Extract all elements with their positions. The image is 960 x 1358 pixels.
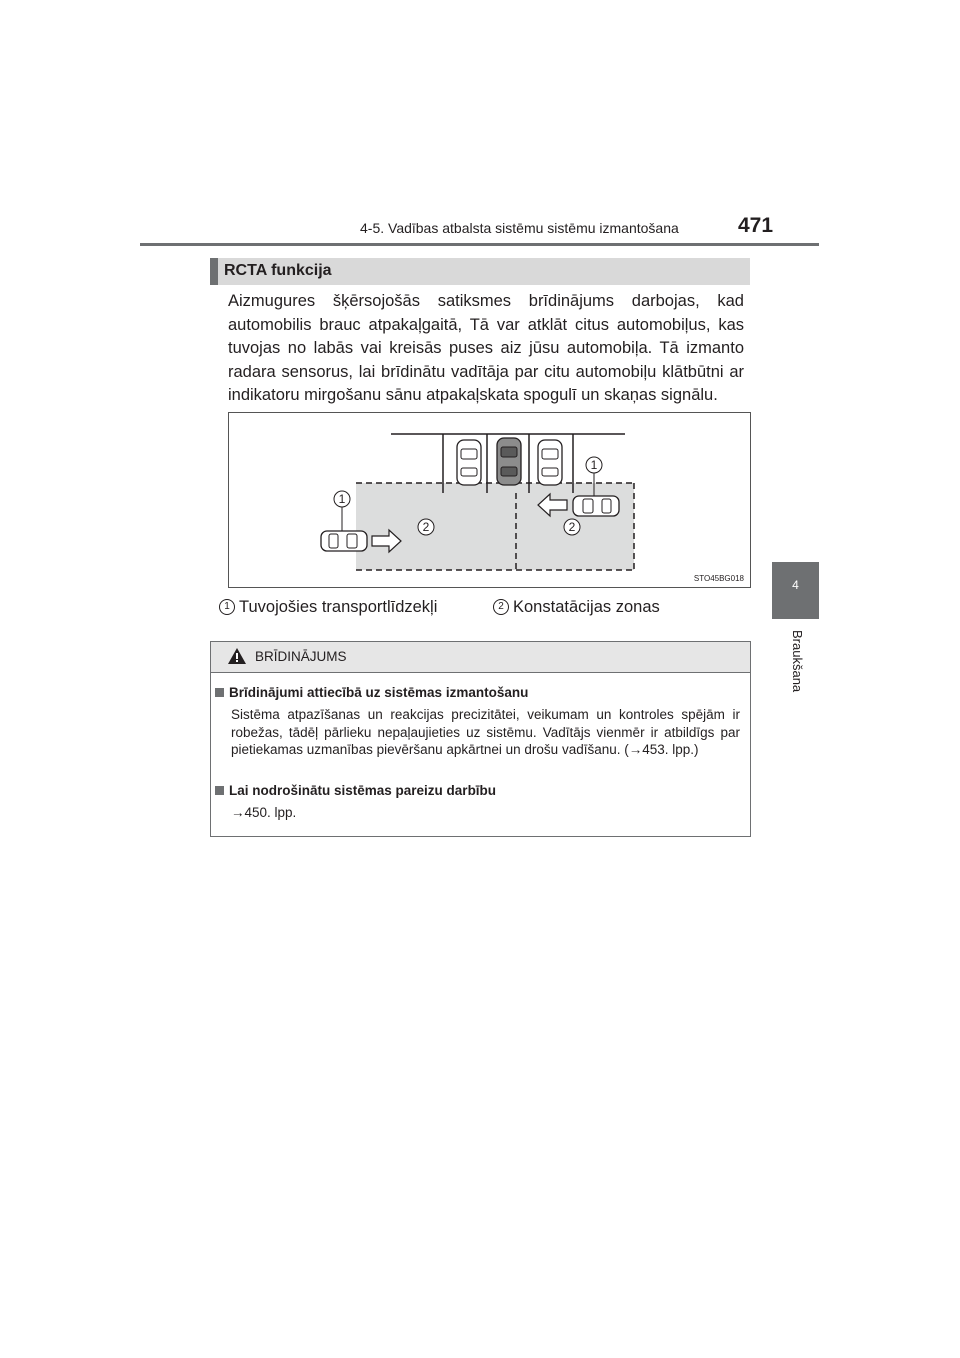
warning-header: [211, 642, 750, 673]
legend-text: Konstatācijas zonas: [513, 598, 660, 616]
bullet-square-icon: [215, 688, 224, 697]
own-car: [497, 438, 521, 485]
section-title-accent: [210, 258, 218, 285]
legend-item-detection-zones: [493, 598, 660, 617]
figure-code: STO45BG018: [693, 574, 744, 583]
page-number: 471: [738, 214, 774, 237]
header-rule: [140, 243, 819, 246]
warning-triangle-icon: [227, 647, 247, 665]
warning-item-heading: [215, 783, 496, 798]
warning-item-body: Sistēma atpazīšanas un reakcijas precizitātei, veikumam un kontroles spējām ir robežas, tādēļ pārlieku nepaļaujieties uz sistēmu. Vadītājs vienmēr ir atbildīgs par pietiekamas uzmanības pievēršanu apkārtnei un drošu vadīšanu. (→453. lpp.): [231, 707, 740, 757]
legend-number: 1: [219, 599, 235, 615]
legend-text: Tuvojošies transportlīdzekļi: [239, 598, 438, 616]
warning-item-body: →450. lpp.: [231, 805, 297, 820]
intro-paragraph: Aizmugures šķērsojošās satiksmes brīdinājums darbojas, kad automobilis brauc atpakaļgaitā, Tā var atklāt citus automobiļus, kas tuvojas no labās vai kreisās puses aiz jūsu automobiļa. Tā izmanto radara sensorus, lai brīdinātu vadītāja par citu automobiļu klātbūtni ar indikatoru mirgošanu sānu atpakaļskata spogulī un skaņas signālu.: [228, 292, 744, 404]
warning-title: BRĪDINĀJUMS: [255, 649, 347, 664]
rcta-diagram-svg: [229, 413, 750, 587]
bullet-square-icon: [215, 786, 224, 795]
callout-1-left: 1: [338, 492, 346, 506]
header-title: 4-5. Vadības atbalsta sistēmu sistēmu izmantošana: [360, 220, 679, 236]
approaching-car-left: [321, 531, 367, 551]
callout-1-right: 1: [590, 458, 598, 472]
section-title: RCTA funkcija: [224, 262, 332, 279]
warning-box: [210, 641, 751, 837]
warning-heading-text: Lai nodrošinātu sistēmas pareizu darbību: [229, 783, 497, 798]
approaching-car-right: [573, 496, 619, 516]
chapter-tab-label: Braukšana: [790, 630, 805, 693]
legend-item-approaching-vehicles: [219, 598, 437, 617]
parked-car-right: [538, 440, 562, 485]
warning-item-heading: [215, 685, 528, 700]
callout-2-right: 2: [568, 520, 576, 534]
callout-2-left: 2: [422, 520, 430, 534]
rcta-diagram: [228, 412, 751, 588]
warning-heading-text: Brīdinājumi attiecībā uz sistēmas izmantošanu: [229, 685, 529, 700]
chapter-tab-number: 4: [792, 578, 799, 592]
legend-number: 2: [493, 599, 509, 615]
parked-car-left: [457, 440, 481, 485]
detection-zone-left: [356, 483, 516, 570]
